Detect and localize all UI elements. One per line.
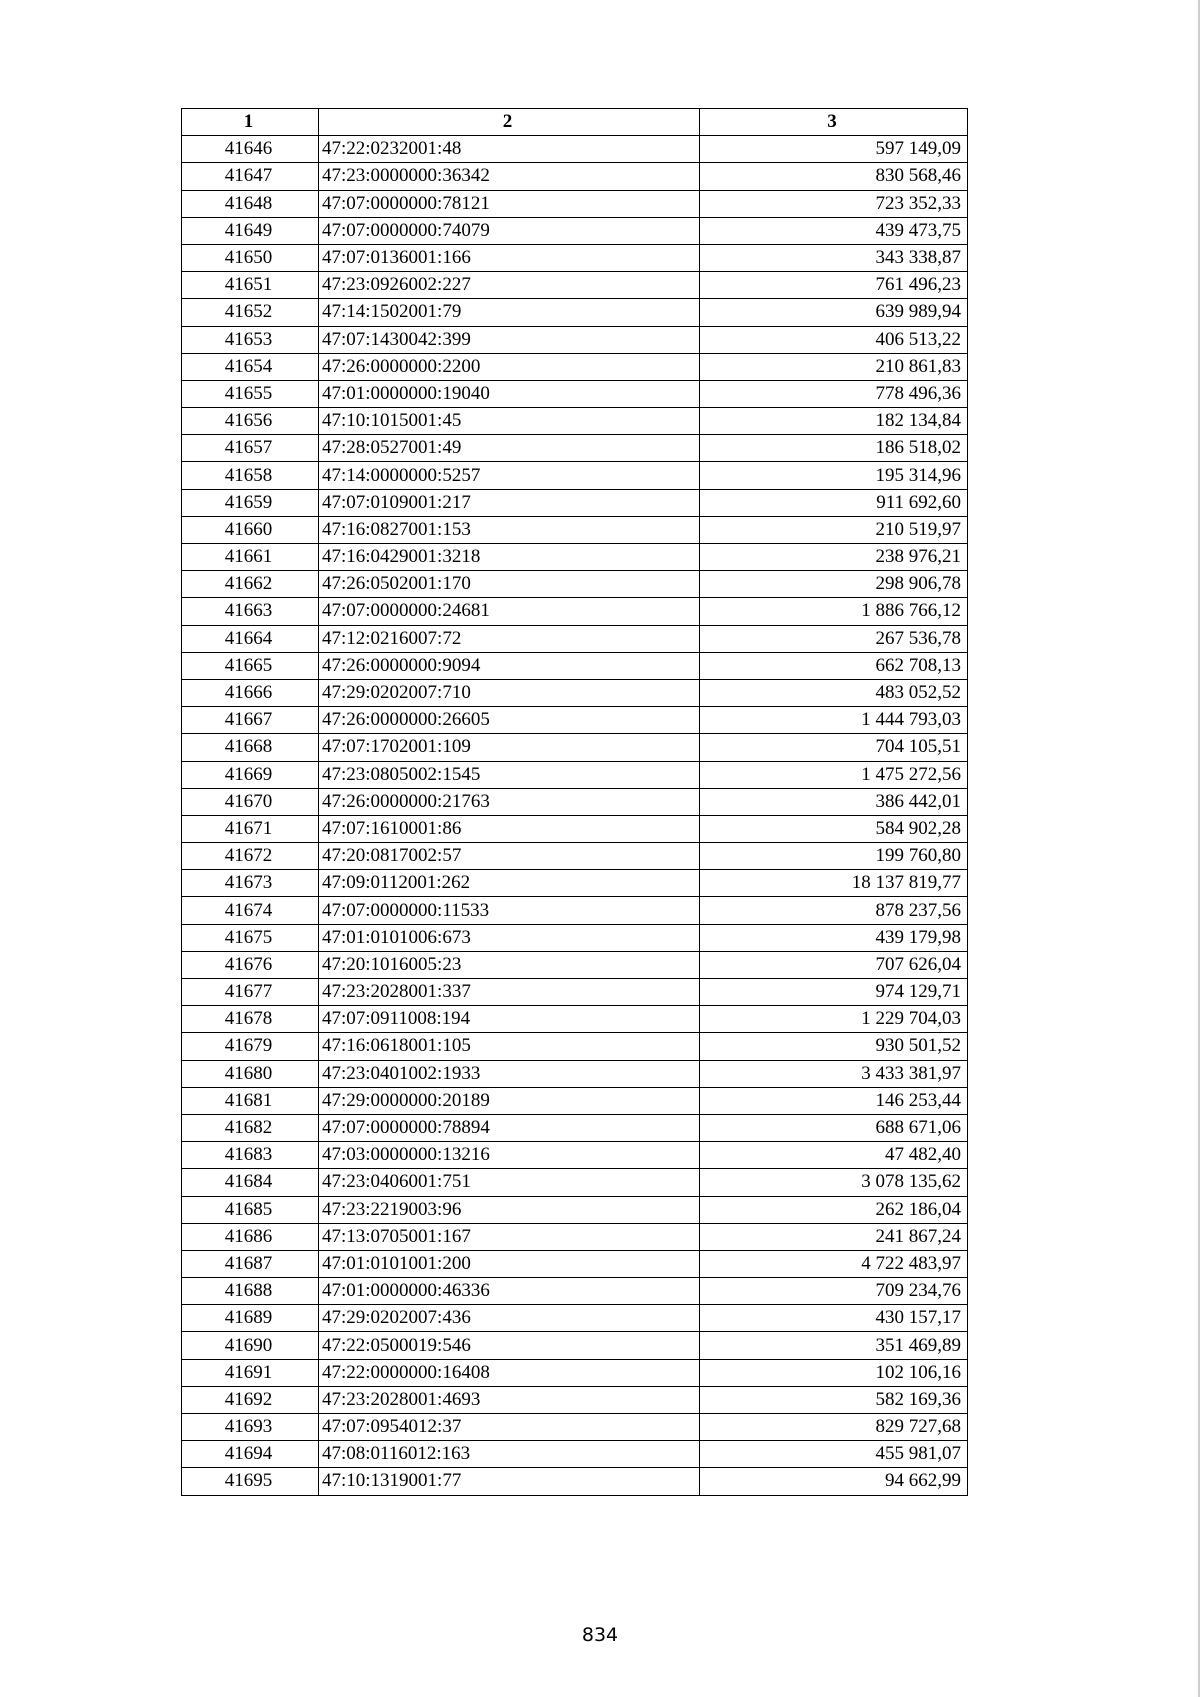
table-row [182, 870, 968, 897]
value-cell: 911 692,60 [700, 489, 968, 516]
value-cell: 351 469,89 [700, 1332, 968, 1359]
table-row [182, 652, 968, 679]
cadastral-number-cell: 47:07:0911008:194 [319, 1006, 700, 1033]
table-row [182, 462, 968, 489]
value-cell: 4 722 483,97 [700, 1250, 968, 1277]
value-cell: 262 186,04 [700, 1196, 968, 1223]
cadastral-number-cell: 47:16:0618001:105 [319, 1033, 700, 1060]
value-cell: 298 906,78 [700, 571, 968, 598]
table-row [182, 326, 968, 353]
cadastral-number-cell: 47:13:0705001:167 [319, 1223, 700, 1250]
table-row [182, 516, 968, 543]
table-row [182, 1033, 968, 1060]
table-body [182, 136, 968, 1495]
value-cell: 241 867,24 [700, 1223, 968, 1250]
table-row [182, 1278, 968, 1305]
value-cell: 582 169,36 [700, 1386, 968, 1413]
row-number-cell: 41670 [182, 788, 319, 815]
table-row [182, 979, 968, 1006]
table-row [182, 353, 968, 380]
value-cell: 47 482,40 [700, 1142, 968, 1169]
table-row [182, 843, 968, 870]
table-row [182, 1114, 968, 1141]
value-cell: 430 157,17 [700, 1305, 968, 1332]
value-cell: 94 662,99 [700, 1468, 968, 1495]
row-number-cell: 41681 [182, 1087, 319, 1114]
cadastral-number-cell: 47:23:2219003:96 [319, 1196, 700, 1223]
header-col-3: 3 [700, 109, 968, 136]
cadastral-number-cell: 47:07:0000000:11533 [319, 897, 700, 924]
table-row [182, 435, 968, 462]
cadastral-number-cell: 47:22:0500019:546 [319, 1332, 700, 1359]
value-cell: 182 134,84 [700, 408, 968, 435]
row-number-cell: 41650 [182, 244, 319, 271]
table-row [182, 190, 968, 217]
row-number-cell: 41691 [182, 1359, 319, 1386]
table-row [182, 761, 968, 788]
table-row [182, 1142, 968, 1169]
value-cell: 210 519,97 [700, 516, 968, 543]
cadastral-number-cell: 47:23:0805002:1545 [319, 761, 700, 788]
row-number-cell: 41652 [182, 299, 319, 326]
table-row [182, 707, 968, 734]
cadastral-number-cell: 47:07:0136001:166 [319, 244, 700, 271]
table-row [182, 299, 968, 326]
value-cell: 18 137 819,77 [700, 870, 968, 897]
row-number-cell: 41689 [182, 1305, 319, 1332]
value-cell: 102 106,16 [700, 1359, 968, 1386]
table-row [182, 163, 968, 190]
row-number-cell: 41661 [182, 544, 319, 571]
table-row [182, 1305, 968, 1332]
table-row [182, 1250, 968, 1277]
row-number-cell: 41648 [182, 190, 319, 217]
cadastral-number-cell: 47:23:0406001:751 [319, 1169, 700, 1196]
value-cell: 186 518,02 [700, 435, 968, 462]
row-number-cell: 41693 [182, 1414, 319, 1441]
row-number-cell: 41684 [182, 1169, 319, 1196]
row-number-cell: 41694 [182, 1441, 319, 1468]
table-row [182, 489, 968, 516]
cadastral-number-cell: 47:07:1702001:109 [319, 734, 700, 761]
row-number-cell: 41679 [182, 1033, 319, 1060]
table-row [182, 1006, 968, 1033]
value-cell: 238 976,21 [700, 544, 968, 571]
value-cell: 210 861,83 [700, 353, 968, 380]
table-row [182, 788, 968, 815]
row-number-cell: 41687 [182, 1250, 319, 1277]
table-row [182, 951, 968, 978]
row-number-cell: 41686 [182, 1223, 319, 1250]
value-cell: 974 129,71 [700, 979, 968, 1006]
value-cell: 829 727,68 [700, 1414, 968, 1441]
cadastral-number-cell: 47:22:0000000:16408 [319, 1359, 700, 1386]
value-cell: 930 501,52 [700, 1033, 968, 1060]
data-table [181, 108, 968, 1496]
cadastral-number-cell: 47:26:0502001:170 [319, 571, 700, 598]
value-cell: 662 708,13 [700, 652, 968, 679]
value-cell: 761 496,23 [700, 272, 968, 299]
value-cell: 778 496,36 [700, 380, 968, 407]
row-number-cell: 41653 [182, 326, 319, 353]
table-row [182, 544, 968, 571]
value-cell: 406 513,22 [700, 326, 968, 353]
table-row [182, 244, 968, 271]
value-cell: 723 352,33 [700, 190, 968, 217]
table-row [182, 1060, 968, 1087]
cadastral-number-cell: 47:29:0202007:710 [319, 679, 700, 706]
cadastral-number-cell: 47:07:1610001:86 [319, 815, 700, 842]
value-cell: 267 536,78 [700, 625, 968, 652]
cadastral-number-cell: 47:12:0216007:72 [319, 625, 700, 652]
value-cell: 195 314,96 [700, 462, 968, 489]
cadastral-number-cell: 47:07:0000000:78121 [319, 190, 700, 217]
cadastral-number-cell: 47:23:2028001:4693 [319, 1386, 700, 1413]
value-cell: 439 473,75 [700, 217, 968, 244]
row-number-cell: 41683 [182, 1142, 319, 1169]
cadastral-number-cell: 47:09:0112001:262 [319, 870, 700, 897]
table-row [182, 1441, 968, 1468]
cadastral-number-cell: 47:23:2028001:337 [319, 979, 700, 1006]
cadastral-number-cell: 47:16:0429001:3218 [319, 544, 700, 571]
cadastral-number-cell: 47:07:0000000:78894 [319, 1114, 700, 1141]
cadastral-number-cell: 47:01:0101006:673 [319, 924, 700, 951]
value-cell: 439 179,98 [700, 924, 968, 951]
table-header [182, 109, 968, 136]
cadastral-number-cell: 47:26:0000000:21763 [319, 788, 700, 815]
cadastral-number-cell: 47:01:0101001:200 [319, 1250, 700, 1277]
row-number-cell: 41651 [182, 272, 319, 299]
cadastral-number-cell: 47:07:0000000:24681 [319, 598, 700, 625]
table-row [182, 380, 968, 407]
value-cell: 455 981,07 [700, 1441, 968, 1468]
header-col-2: 2 [319, 109, 700, 136]
value-cell: 597 149,09 [700, 136, 968, 163]
value-cell: 688 671,06 [700, 1114, 968, 1141]
value-cell: 1 886 766,12 [700, 598, 968, 625]
cadastral-number-cell: 47:28:0527001:49 [319, 435, 700, 462]
value-cell: 386 442,01 [700, 788, 968, 815]
cadastral-number-cell: 47:07:0000000:74079 [319, 217, 700, 244]
value-cell: 704 105,51 [700, 734, 968, 761]
cadastral-number-cell: 47:14:1502001:79 [319, 299, 700, 326]
value-cell: 830 568,46 [700, 163, 968, 190]
value-cell: 639 989,94 [700, 299, 968, 326]
table-row [182, 136, 968, 163]
row-number-cell: 41672 [182, 843, 319, 870]
table-row [182, 1169, 968, 1196]
table-row [182, 1386, 968, 1413]
row-number-cell: 41682 [182, 1114, 319, 1141]
table-row [182, 1223, 968, 1250]
row-number-cell: 41664 [182, 625, 319, 652]
cadastral-number-cell: 47:23:0401002:1933 [319, 1060, 700, 1087]
row-number-cell: 41675 [182, 924, 319, 951]
row-number-cell: 41649 [182, 217, 319, 244]
table-row [182, 272, 968, 299]
table-row [182, 1359, 968, 1386]
cadastral-number-cell: 47:08:0116012:163 [319, 1441, 700, 1468]
row-number-cell: 41680 [182, 1060, 319, 1087]
cadastral-number-cell: 47:29:0202007:436 [319, 1305, 700, 1332]
row-number-cell: 41674 [182, 897, 319, 924]
value-cell: 199 760,80 [700, 843, 968, 870]
row-number-cell: 41676 [182, 951, 319, 978]
table-row [182, 1414, 968, 1441]
cadastral-number-cell: 47:26:0000000:2200 [319, 353, 700, 380]
value-cell: 1 229 704,03 [700, 1006, 968, 1033]
cadastral-number-cell: 47:07:0954012:37 [319, 1414, 700, 1441]
cadastral-number-cell: 47:01:0000000:19040 [319, 380, 700, 407]
row-number-cell: 41647 [182, 163, 319, 190]
value-cell: 483 052,52 [700, 679, 968, 706]
row-number-cell: 41654 [182, 353, 319, 380]
table-row [182, 679, 968, 706]
table-row [182, 408, 968, 435]
row-number-cell: 41692 [182, 1386, 319, 1413]
table-row [182, 1196, 968, 1223]
row-number-cell: 41690 [182, 1332, 319, 1359]
cadastral-number-cell: 47:26:0000000:9094 [319, 652, 700, 679]
cadastral-number-cell: 47:14:0000000:5257 [319, 462, 700, 489]
value-cell: 878 237,56 [700, 897, 968, 924]
row-number-cell: 41658 [182, 462, 319, 489]
cadastral-number-cell: 47:26:0000000:26605 [319, 707, 700, 734]
row-number-cell: 41660 [182, 516, 319, 543]
cadastral-number-cell: 47:01:0000000:46336 [319, 1278, 700, 1305]
cadastral-number-cell: 47:03:0000000:13216 [319, 1142, 700, 1169]
cadastral-number-cell: 47:10:1319001:77 [319, 1468, 700, 1495]
value-cell: 584 902,28 [700, 815, 968, 842]
value-cell: 707 626,04 [700, 951, 968, 978]
table-row [182, 1332, 968, 1359]
cadastral-number-cell: 47:16:0827001:153 [319, 516, 700, 543]
table-row [182, 1087, 968, 1114]
cadastral-number-cell: 47:23:0926002:227 [319, 272, 700, 299]
cadastral-number-cell: 47:22:0232001:48 [319, 136, 700, 163]
value-cell: 146 253,44 [700, 1087, 968, 1114]
cadastral-number-cell: 47:10:1015001:45 [319, 408, 700, 435]
table-row [182, 571, 968, 598]
row-number-cell: 41666 [182, 679, 319, 706]
cadastral-number-cell: 47:20:0817002:57 [319, 843, 700, 870]
row-number-cell: 41685 [182, 1196, 319, 1223]
table-row [182, 734, 968, 761]
table-row [182, 625, 968, 652]
cadastral-number-cell: 47:29:0000000:20189 [319, 1087, 700, 1114]
table-row [182, 598, 968, 625]
row-number-cell: 41673 [182, 870, 319, 897]
row-number-cell: 41655 [182, 380, 319, 407]
cadastral-number-cell: 47:07:0109001:217 [319, 489, 700, 516]
table-row [182, 897, 968, 924]
table-row [182, 924, 968, 951]
value-cell: 1 475 272,56 [700, 761, 968, 788]
row-number-cell: 41662 [182, 571, 319, 598]
row-number-cell: 41677 [182, 979, 319, 1006]
row-number-cell: 41646 [182, 136, 319, 163]
cadastral-number-cell: 47:23:0000000:36342 [319, 163, 700, 190]
value-cell: 1 444 793,03 [700, 707, 968, 734]
row-number-cell: 41665 [182, 652, 319, 679]
value-cell: 343 338,87 [700, 244, 968, 271]
row-number-cell: 41671 [182, 815, 319, 842]
row-number-cell: 41669 [182, 761, 319, 788]
table-row [182, 217, 968, 244]
cadastral-number-cell: 47:07:1430042:399 [319, 326, 700, 353]
value-cell: 3 078 135,62 [700, 1169, 968, 1196]
row-number-cell: 41678 [182, 1006, 319, 1033]
row-number-cell: 41688 [182, 1278, 319, 1305]
value-cell: 3 433 381,97 [700, 1060, 968, 1087]
row-number-cell: 41663 [182, 598, 319, 625]
header-row [182, 109, 968, 136]
row-number-cell: 41668 [182, 734, 319, 761]
header-col-1: 1 [182, 109, 319, 136]
row-number-cell: 41659 [182, 489, 319, 516]
row-number-cell: 41695 [182, 1468, 319, 1495]
value-cell: 709 234,76 [700, 1278, 968, 1305]
table-row [182, 1468, 968, 1495]
table-row [182, 815, 968, 842]
row-number-cell: 41667 [182, 707, 319, 734]
row-number-cell: 41656 [182, 408, 319, 435]
row-number-cell: 41657 [182, 435, 319, 462]
cadastral-number-cell: 47:20:1016005:23 [319, 951, 700, 978]
page-number: 834 [581, 1624, 619, 1646]
